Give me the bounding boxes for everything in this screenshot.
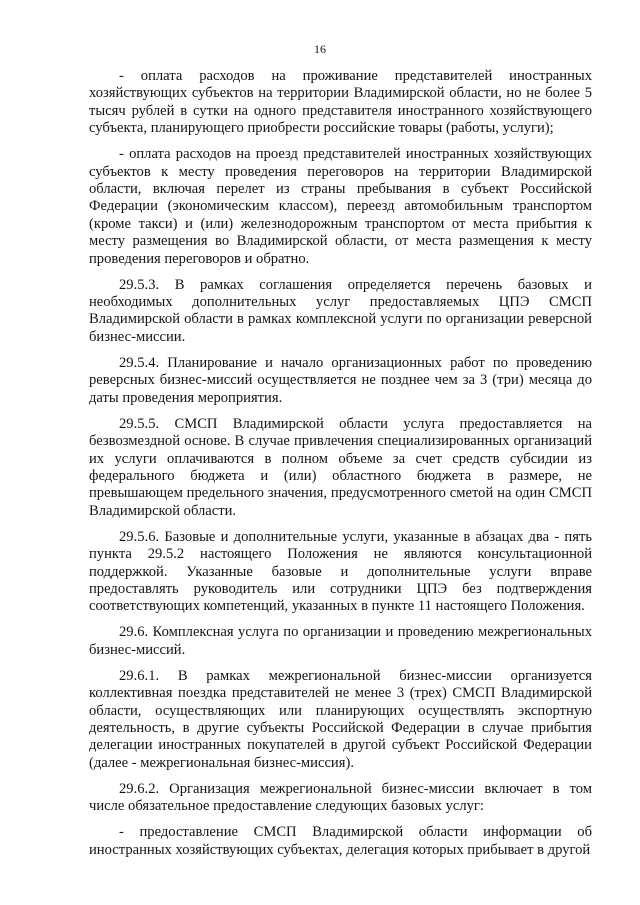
paragraph-29-6-2: 29.6.2. Организация межрегиональной бизнес-миссии включает в том числе обязательное предоставление следующих базовых услуг: bbox=[89, 780, 592, 815]
document-body bbox=[89, 68, 592, 859]
paragraph-29-5-4: 29.5.4. Планирование и начало организационных работ по проведению реверсных бизнес-миссий осуществляется не позднее чем за 3 (три) месяца до даты проведения мероприятия. bbox=[89, 354, 592, 406]
paragraph-29-5-5: 29.5.5. СМСП Владимирской области услуга предоставляется на безвозмездной основе. В случае привлечения специализированных организаций их услуги оплачиваются в полном объеме за счет средств субсидии из федерального бюджета и (или) областного бюджета в размере, не превышающем предельного значения, предусмотренного сметой на один СМСП Владимирской области. bbox=[89, 415, 592, 519]
paragraph-travel-costs: - оплата расходов на проезд представителей иностранных хозяйствующих субъектов к месту проведения переговоров на территории Владимирской области, включая перелет из страны пребывания в субъект Российской Федерации (экономическим классом), переезд автомобильным транспортом (кроме такси) и (или) железнодорожным транспортом от места прибытия к месту размещения во Владимирской области, от места размещения к месту проведения переговоров и обратно. bbox=[89, 146, 592, 267]
page-number: 16 bbox=[314, 42, 326, 56]
paragraph-29-6: 29.6. Комплексная услуга по организации и проведению межрегиональных бизнес-миссий. bbox=[89, 624, 592, 658]
paragraph-29-6-1: 29.6.1. В рамках межрегиональной бизнес-миссии организуется коллективная поездка представителей не менее 3 (трех) СМСП Владимирской области, осуществляющих или планирующих осуществлять экспортную деятельность, в другие субъекты Российской Федерации в случае прибытия делегации иностранных покупателей в другой субъект Российской Федерации (далее - межрегиональная бизнес-миссия). bbox=[89, 667, 592, 771]
paragraph-29-5-6: 29.5.6. Базовые и дополнительные услуги, указанные в абзацах два - пять пункта 29.5.2 настоящего Положения не являются консультационной поддержкой. Указанные базовые и дополнительные услуги вправе предоставлять руководитель или сотрудники ЦПЭ без подтверждения соответствующих компетенций, указанных в пункте 11 настоящего Положения. bbox=[89, 528, 592, 615]
paragraph-29-5-3: 29.5.3. В рамках соглашения определяется перечень базовых и необходимых дополнительных услуг предоставляемых ЦПЭ СМСП Владимирской области в рамках комплексной услуги по организации реверсной бизнес-миссии. bbox=[89, 276, 592, 345]
paragraph-accommodation-costs: - оплата расходов на проживание представителей иностранных хозяйствующих субъектов на территории Владимирской области, но не более 5 тысяч рублей в сутки на одного представителя иностранного хозяйствующего субъекта, планирующего приобрести российские товары (работы, услуги); bbox=[89, 68, 592, 137]
paragraph-foreign-entities-info: - предоставление СМСП Владимирской области информации об иностранных хозяйствующих субъектах, делегация которых прибывает в другой bbox=[89, 824, 592, 858]
